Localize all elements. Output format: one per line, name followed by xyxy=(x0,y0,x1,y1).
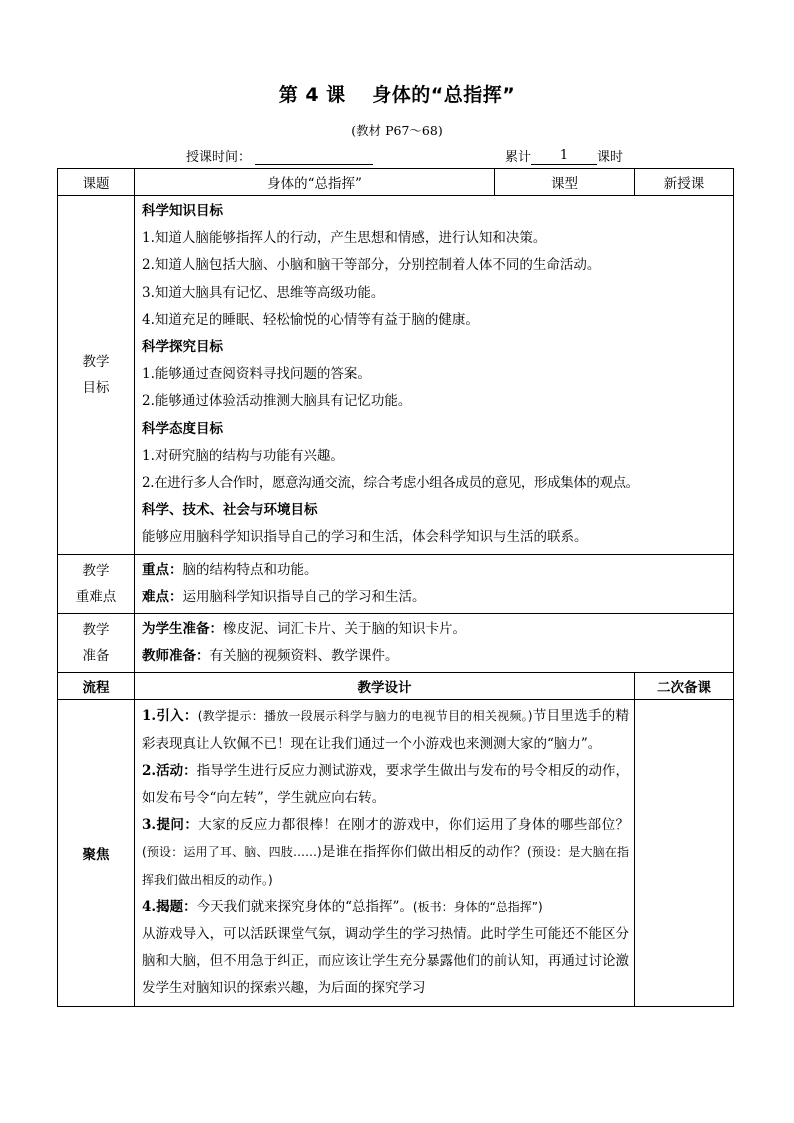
knowledge-item: 2.知道人脑包括大脑、小脑和脑干等部分，分别控制着人体不同的生命活动。 xyxy=(142,257,601,274)
lesson-plan-table xyxy=(57,168,734,1007)
teacher-preparation-text: 有关脑的视频资料、教学课件。 xyxy=(209,648,399,665)
preparation-row xyxy=(58,614,734,673)
step-introduce xyxy=(142,703,629,757)
attitude-item: 2.在进行多人合作时，愿意沟通交流，综合考虑小组各成员的意见，形成集体的观点。 xyxy=(142,475,639,492)
preparation-label-line2: 准备 xyxy=(82,648,110,665)
textbook-pages: (教材 P67～68) xyxy=(351,123,443,138)
step-question-label: 3.提问： xyxy=(142,817,199,834)
student-preparation xyxy=(142,616,728,643)
attitude-item: 1.对研究脑的结构与功能有兴趣。 xyxy=(142,447,344,464)
preparation-label-line1: 教学 xyxy=(82,622,110,639)
objectives-content xyxy=(135,196,734,555)
step-introduce-hint: (教学提示：播放一段展示科学与脑力的电视节目的相关视频。) xyxy=(197,709,533,724)
key-points-row xyxy=(58,554,734,613)
step-question-text-a: 大家的反应力都很棒！在刚才的游戏中，你们运用了身体的哪些部位？ xyxy=(198,817,630,834)
knowledge-item: 1.知道人脑能够指挥人的行动，产生思想和情感，进行认知和决策。 xyxy=(142,230,547,247)
focus-section-label: 聚焦 xyxy=(58,700,135,1006)
focus-point xyxy=(142,557,728,584)
class-time-blank xyxy=(255,150,373,165)
objectives-label-line1: 教学 xyxy=(82,353,110,370)
student-preparation-text: 橡皮泥、词汇卡片、关于脑的知识卡片。 xyxy=(223,621,466,638)
second-prep-cell xyxy=(635,700,734,1006)
focus-section-content xyxy=(135,700,635,1006)
topic-label: 课题 xyxy=(58,169,135,196)
step-introduce-text: 节目里选手的精彩表现真让人钦佩不已！现在让我们通过一个小游戏也来测测大家的“脑力”。 xyxy=(142,708,630,752)
teacher-preparation-label: 教师准备： xyxy=(142,648,210,665)
key-points-content xyxy=(135,554,734,613)
attitude-heading: 科学态度目标 xyxy=(142,420,223,437)
lesson-meta xyxy=(0,146,794,166)
step-activity-label: 2.活动： xyxy=(142,762,197,779)
cumulative-suffix: 课时 xyxy=(597,150,624,165)
design-note: 从游戏导入，可以活跃课堂气氛，调动学生的学习热情。此时学生可能还不能区分脑和大脑，但不用急于纠正，而应该让学生充分暴露他们的前认知，再通过讨论激发学生对脑知识的探索兴趣，为后面的探究学习 xyxy=(142,926,629,997)
lesson-title: 第 4 课 身体的“总指挥” xyxy=(278,84,516,106)
process-header-row xyxy=(58,673,734,700)
knowledge-item: 4.知道充足的睡眠、轻松愉悦的心情等有益于脑的健康。 xyxy=(142,311,479,328)
inquiry-heading: 科学探究目标 xyxy=(142,339,223,356)
inquiry-item: 2.能够通过体验活动推测大脑具有记忆功能。 xyxy=(142,393,412,410)
step-reveal-label: 4.揭题： xyxy=(142,898,197,915)
step-question-hint-b: (预设：是大脑在指挥我们做出相反的动作。) xyxy=(142,845,630,887)
step-introduce-label: 1.引入： xyxy=(142,708,198,725)
cumulative-periods xyxy=(505,146,623,165)
focus-point-text: 脑的结构特点和功能。 xyxy=(182,561,318,578)
key-points-label-line2: 重难点 xyxy=(75,588,117,605)
info-row xyxy=(58,169,734,196)
step-reveal-text: 今天我们就来探究身体的“总指挥”。 xyxy=(196,898,413,915)
design-header: 教学设计 xyxy=(135,673,635,700)
inquiry-item: 1.能够通过查阅资料寻找问题的答案。 xyxy=(142,366,371,383)
key-points-label-line1: 教学 xyxy=(82,562,110,579)
type-label: 课型 xyxy=(495,169,635,196)
type-value: 新授课 xyxy=(635,169,734,196)
second-prep-header: 二次备课 xyxy=(635,673,734,700)
student-preparation-label: 为学生准备： xyxy=(142,621,223,638)
knowledge-heading: 科学知识目标 xyxy=(142,203,223,219)
step-reveal xyxy=(142,894,629,921)
class-time xyxy=(186,146,373,165)
difficulty-point-text: 运用脑科学知识指导自己的学习和生活。 xyxy=(182,588,426,605)
topic-value: 身体的“总指挥” xyxy=(135,169,495,196)
stse-heading: 科学、技术、社会与环境目标 xyxy=(142,502,318,519)
stse-item: 能够应用脑科学知识指导自己的学习和生活，体会科学知识与生活的联系。 xyxy=(142,529,588,546)
objectives-label xyxy=(58,196,135,555)
class-time-label: 授课时间： xyxy=(186,150,252,165)
knowledge-item: 3.知道大脑具有记忆、思维等高级功能。 xyxy=(142,284,385,301)
step-question xyxy=(142,812,629,894)
focus-section-row xyxy=(58,700,734,1006)
step-activity xyxy=(142,758,629,812)
cumulative-value: 1 xyxy=(531,148,597,165)
objectives-row xyxy=(58,196,734,555)
preparation-label xyxy=(58,614,135,673)
difficulty-point xyxy=(142,584,728,611)
preparation-content xyxy=(135,614,734,673)
step-question-text-b: 是谁在指挥你们做出相反的动作？ xyxy=(321,844,527,861)
cumulative-prefix: 累计 xyxy=(505,150,532,165)
objectives-label-line2: 目标 xyxy=(82,379,110,396)
key-points-label xyxy=(58,554,135,613)
teacher-preparation xyxy=(142,643,728,670)
step-question-hint-a: (预设：运用了耳、脑、四肢……) xyxy=(142,845,322,860)
difficulty-point-label: 难点： xyxy=(142,588,183,605)
step-activity-text: 指导学生进行反应力测试游戏，要求学生做出与发布的号令相反的动作，如发布号令“向左转”，学生就应向右转。 xyxy=(142,762,629,807)
step-reveal-hint: (板书：身体的“总指挥”) xyxy=(412,899,543,914)
flow-header: 流程 xyxy=(58,673,135,700)
focus-point-label: 重点： xyxy=(142,561,183,578)
